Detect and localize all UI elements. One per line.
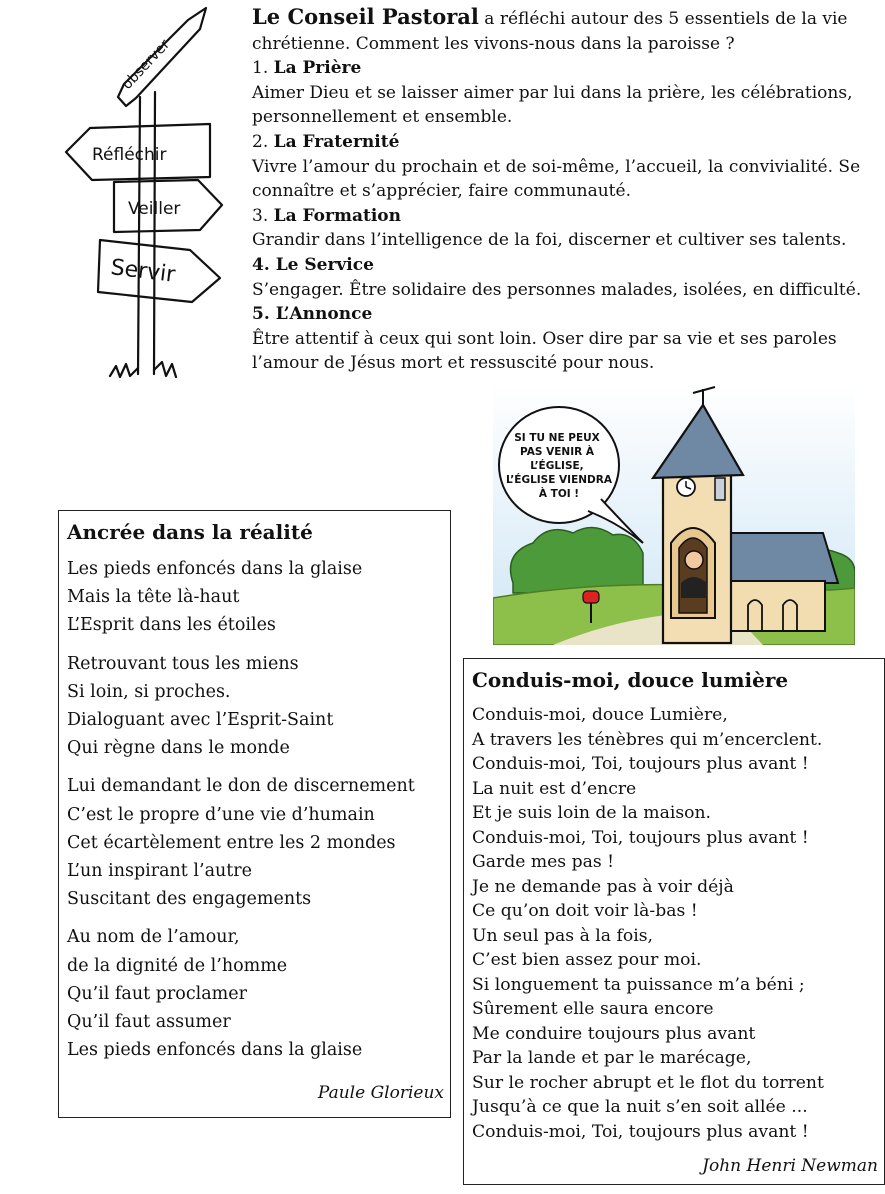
poem-title: Conduis-moi, douce lumière bbox=[472, 668, 789, 692]
essential-title: La Formation bbox=[273, 205, 401, 226]
poem-line: Sur le rocher abrupt et le flot du torrent bbox=[472, 1072, 824, 1093]
bubble-line: L’ÉGLISE, bbox=[530, 460, 584, 472]
poem-line: C’est le propre d’une vie d’humain bbox=[67, 804, 375, 825]
poem-line: de la dignité de l’homme bbox=[67, 955, 288, 976]
poem-line: Garde mes pas ! bbox=[472, 852, 615, 872]
poem-line: Lui demandant le don de discernement bbox=[67, 776, 415, 797]
poem-line: Qui règne dans le monde bbox=[67, 738, 290, 759]
essential-title: La Prière bbox=[273, 58, 362, 79]
essential-text: Être attentif à ceux qui sont loin. Oser dire par sa vie et ses paroles l’amour de Jésus mort et ressuscité pour nous. bbox=[252, 328, 837, 374]
poem-line: Les pieds enfoncés dans la glaise bbox=[67, 1040, 363, 1061]
poem-line: Les pieds enfoncés dans la glaise bbox=[67, 559, 363, 579]
essential-title: La Fraternité bbox=[273, 131, 400, 152]
essential-heading: 5. L’Annonce bbox=[252, 304, 373, 325]
essential-number: 2 bbox=[252, 131, 263, 152]
essential-title: L’Annonce bbox=[275, 304, 373, 325]
poem-author: Paule Glorieux bbox=[317, 1083, 444, 1103]
stanza bbox=[67, 650, 444, 763]
poem-title: Ancrée dans la réalité bbox=[67, 520, 313, 544]
poem-line: Qu’il faut proclamer bbox=[67, 983, 247, 1004]
poem-author: John Henri Newman bbox=[702, 1156, 878, 1176]
bubble-line: L’ÉGLISE VIENDRA bbox=[506, 474, 612, 486]
essential-number: 1 bbox=[252, 58, 263, 79]
poem-line: Si longuement ta puissance m’a béni ; bbox=[472, 974, 805, 995]
essential-text: Grandir dans l’intelligence de la foi, discerner et cultiver ses talents. bbox=[252, 230, 847, 251]
poem-line: Dialoguant avec l’Esprit-Saint bbox=[67, 710, 334, 731]
priest bbox=[685, 551, 703, 569]
essential-number: 5 bbox=[252, 304, 264, 325]
poem-line: Conduis-moi, douce Lumière, bbox=[472, 705, 728, 725]
poem-line: Conduis-moi, Toi, toujours plus avant ! bbox=[472, 1121, 809, 1142]
essential-heading: 3. La Formation bbox=[252, 205, 401, 226]
essential-text: S’engager. Être solidaire des personnes malades, isolées, en difficulté. bbox=[252, 279, 862, 300]
poem-box-ancree bbox=[58, 510, 451, 1118]
poem-line: Et je suis loin de la maison. bbox=[472, 803, 712, 823]
bubble-line: À TOI ! bbox=[538, 488, 580, 500]
bubble-line: PAS VENIR À bbox=[520, 446, 594, 458]
stanza bbox=[67, 772, 444, 913]
poem-line: Un seul pas à la fois, bbox=[472, 925, 653, 946]
poem-line: Conduis-moi, Toi, toujours plus avant ! bbox=[472, 754, 809, 774]
poem-body bbox=[67, 555, 444, 1064]
poem-line: Ce qu’on doit voir là-bas ! bbox=[472, 901, 698, 921]
essential-heading: 2. La Fraternité bbox=[252, 131, 400, 152]
essential-heading: 4. Le Service bbox=[252, 254, 374, 275]
poem-line: L’un inspirant l’autre bbox=[67, 861, 253, 882]
poem-line: Je ne demande pas à voir déjà bbox=[472, 876, 734, 897]
sign-observer-label: observer bbox=[119, 36, 174, 93]
essential-text: Aimer Dieu et se laisser aimer par lui dans la prière, les célébrations, personnellement et ensemble. bbox=[252, 82, 853, 128]
bubble-line: SI TU NE PEUX bbox=[514, 432, 600, 444]
sign-servir-label: Servir bbox=[109, 255, 177, 288]
intro-lead-title: Le Conseil Pastoral bbox=[252, 4, 479, 29]
poem-line: Sûrement elle saura encore bbox=[472, 999, 714, 1019]
poem-line: Au nom de l’amour, bbox=[67, 927, 240, 948]
church-cartoon bbox=[493, 383, 855, 645]
poem-line: Suscitant des engagements bbox=[67, 889, 312, 910]
essential-text: Vivre l’amour du prochain et de soi-même, l’accueil, la convivialité. Se connaître et s’apprécier, faire communauté. bbox=[252, 156, 861, 202]
intro-section bbox=[252, 5, 877, 376]
poem-line: Qu’il faut assumer bbox=[67, 1012, 231, 1033]
essential-number: 4 bbox=[252, 254, 264, 275]
poem-box-conduis-moi bbox=[463, 658, 885, 1185]
poem-line: Conduis-moi, Toi, toujours plus avant ! bbox=[472, 827, 809, 848]
poem-line: C’est bien assez pour moi. bbox=[472, 950, 702, 970]
poem-line: La nuit est d’encre bbox=[472, 778, 637, 799]
mailbox bbox=[583, 591, 599, 603]
intro-lead-text: a réfléchi autour des 5 essentiels de la vie chrétienne. Comment les vivons-nous dans la paroisse ? bbox=[252, 9, 848, 54]
essential-title: Le Service bbox=[275, 254, 374, 275]
poem-line: Si loin, si proches. bbox=[67, 681, 231, 702]
poem-line: Mais la tête là-haut bbox=[67, 587, 240, 608]
poem-line: Cet écartèlement entre les 2 mondes bbox=[67, 832, 396, 853]
poem-line: A travers les ténèbres qui m’encerclent. bbox=[472, 729, 823, 750]
signpost-illustration bbox=[58, 2, 228, 382]
sign-veiller-label: Veiller bbox=[128, 199, 181, 219]
sign-reflechir-label: Réfléchir bbox=[92, 145, 167, 165]
stanza bbox=[67, 555, 444, 640]
poem-line: L’Esprit dans les étoiles bbox=[67, 615, 276, 636]
poem-line: Jusqu’à ce que la nuit s’en soit allée ... bbox=[472, 1097, 808, 1117]
church-roof bbox=[718, 533, 838, 583]
poem-body bbox=[472, 703, 878, 1144]
stanza bbox=[67, 923, 444, 1064]
poem-line: Par la lande et par le marécage, bbox=[472, 1048, 752, 1068]
church-nave bbox=[725, 581, 825, 631]
essential-heading: 1. La Prière bbox=[252, 58, 362, 79]
poem-line: Retrouvant tous les miens bbox=[67, 653, 299, 674]
poem-line: Me conduire toujours plus avant bbox=[472, 1023, 756, 1044]
essential-number: 3 bbox=[252, 205, 263, 226]
intro-lead bbox=[252, 5, 877, 56]
